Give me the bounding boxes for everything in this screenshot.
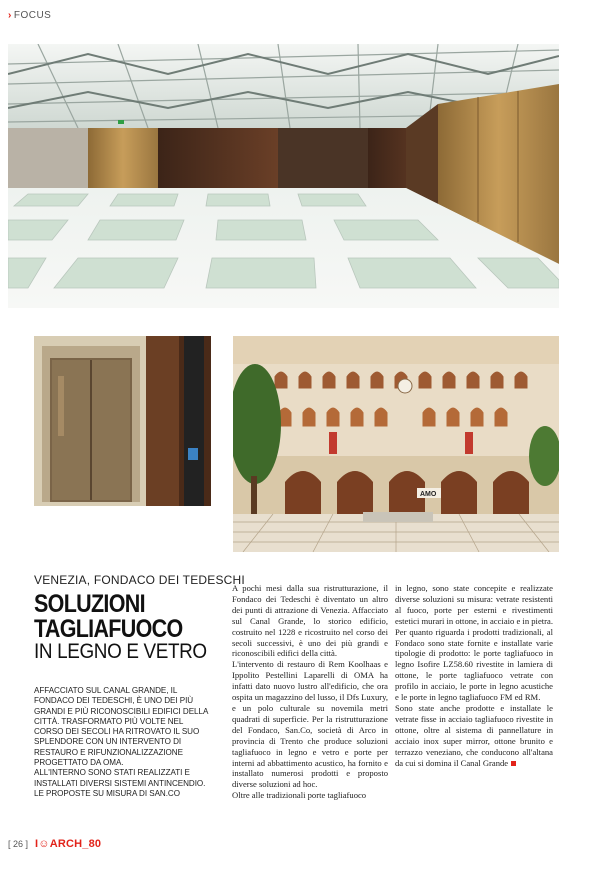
end-mark-icon: [511, 761, 516, 766]
section-label: [8, 10, 51, 21]
lead-paragraph: ALL'INTERNO SONO STATI REALIZZATI E INSTALLATI DIVERSI SISTEMI ANTINCENDIO. LE PROPOSTE SU MISURA DI SAN.CO: [34, 768, 206, 798]
section-name: FOCUS: [13, 10, 52, 21]
lead-paragraph: AFFACCIATO SUL CANAL GRANDE, IL FONDACO DEI TEDESCHI, È UNO DEI PIÙ GRANDI E PIÙ RICONOSCIBILI EDIFICI DELLA CITTÀ. TRASFORMATO PIÙ VOLTE NEL CORSO DEI SECOLI HA RITROVATO IL SUO SPLENDORE CON UN INTERVENTO DI RESTAURO E RIFUNZIONALIZZAZIONE PROGETTATO DA OMA.: [34, 686, 208, 768]
courtyard-sign: AMO: [420, 491, 437, 498]
closing-text: Sono state anche prodotte e installate le vetrate fisse in acciaio tagliafuoco rivestite in ottone, oltre al sistema di pannellature in acciaio inox super mirror, ottone brunito e terrazzo veneziano, che conducono all'altana da cui si domina il Canal Grande: [395, 702, 553, 768]
body-paragraph: Oltre alle tradizionali porte tagliafuoco: [232, 790, 367, 801]
body-paragraph: Per quanto riguarda i prodotti tradizionali, al Fondaco sono state fornite e installate varie tipologie di prodotto: le porte tagliafuoco in legno Isofire LZ58.60 rivestite in lamiera di ottone, le porte tagliafuoco vetrate con profilo in acciaio, le porte in legno acustiche e le porte in legno tagliafuoco FM ed RM.: [395, 626, 553, 703]
article-title: [34, 592, 232, 642]
elevator-illustration: [34, 336, 211, 506]
page-number: [ 26 ]: [8, 839, 29, 849]
courtyard-illustration: [233, 336, 559, 552]
page-footer: [8, 838, 101, 850]
body-paragraph: A pochi mesi dalla sua ristrutturazione, il Fondaco dei Tedeschi è diventato un altro dei punti di attrazione di Venezia. Affacciato sul Canal Grande, lo storico edificio, costruito nel 1228 e ricostruito nel corso dei secoli successivi, è uno dei più grandi e riconoscibili edifici della città.: [232, 583, 388, 659]
title-line-1: SOLUZIONI: [34, 590, 145, 618]
courtyard-photo: [233, 336, 559, 552]
body-paragraph: L'intervento di restauro di Rem Koolhaas e Ippolito Pestellini Laparelli di OMA ha infatti dato nuovo lustro all'edificio, che ora ospita un magazzino del lusso, il Dfs Luxury, e un polo culturale su novemila metri quadrati di superficie. Per la ristrutturazione del Fondaco, San.Co, società di Arco in provincia di Trento che produce soluzioni tagliafuoco in legno e vetro e porte per interni ad abbattimento acustico, ha fornito e installato numerosi prodotti e proposto diverse soluzioni ad hoc.: [232, 659, 388, 790]
hall-photo: [8, 44, 559, 308]
article-subtitle: IN LEGNO E VETRO: [34, 640, 207, 663]
chevron-right-icon: ›: [8, 10, 12, 21]
hall-illustration: [8, 44, 559, 308]
body-paragraph: in legno, sono state concepite e realizzate diverse soluzioni su misura: vetrate resistenti al fuoco, porte per esterni e rivestimenti estetici murari in ottone, in acciaio e in pietra.: [395, 583, 553, 626]
article-kicker: VENEZIA, FONDACO DEI TEDESCHI: [34, 573, 245, 587]
magazine-name: I☺ARCH_80: [35, 838, 102, 850]
body-column-2: [395, 583, 553, 768]
body-column-1: [232, 583, 388, 801]
title-line-2: TAGLIAFUOCO: [34, 615, 183, 643]
article-lead: [34, 686, 214, 799]
body-paragraph: [395, 703, 553, 768]
elevator-photo: [34, 336, 211, 506]
